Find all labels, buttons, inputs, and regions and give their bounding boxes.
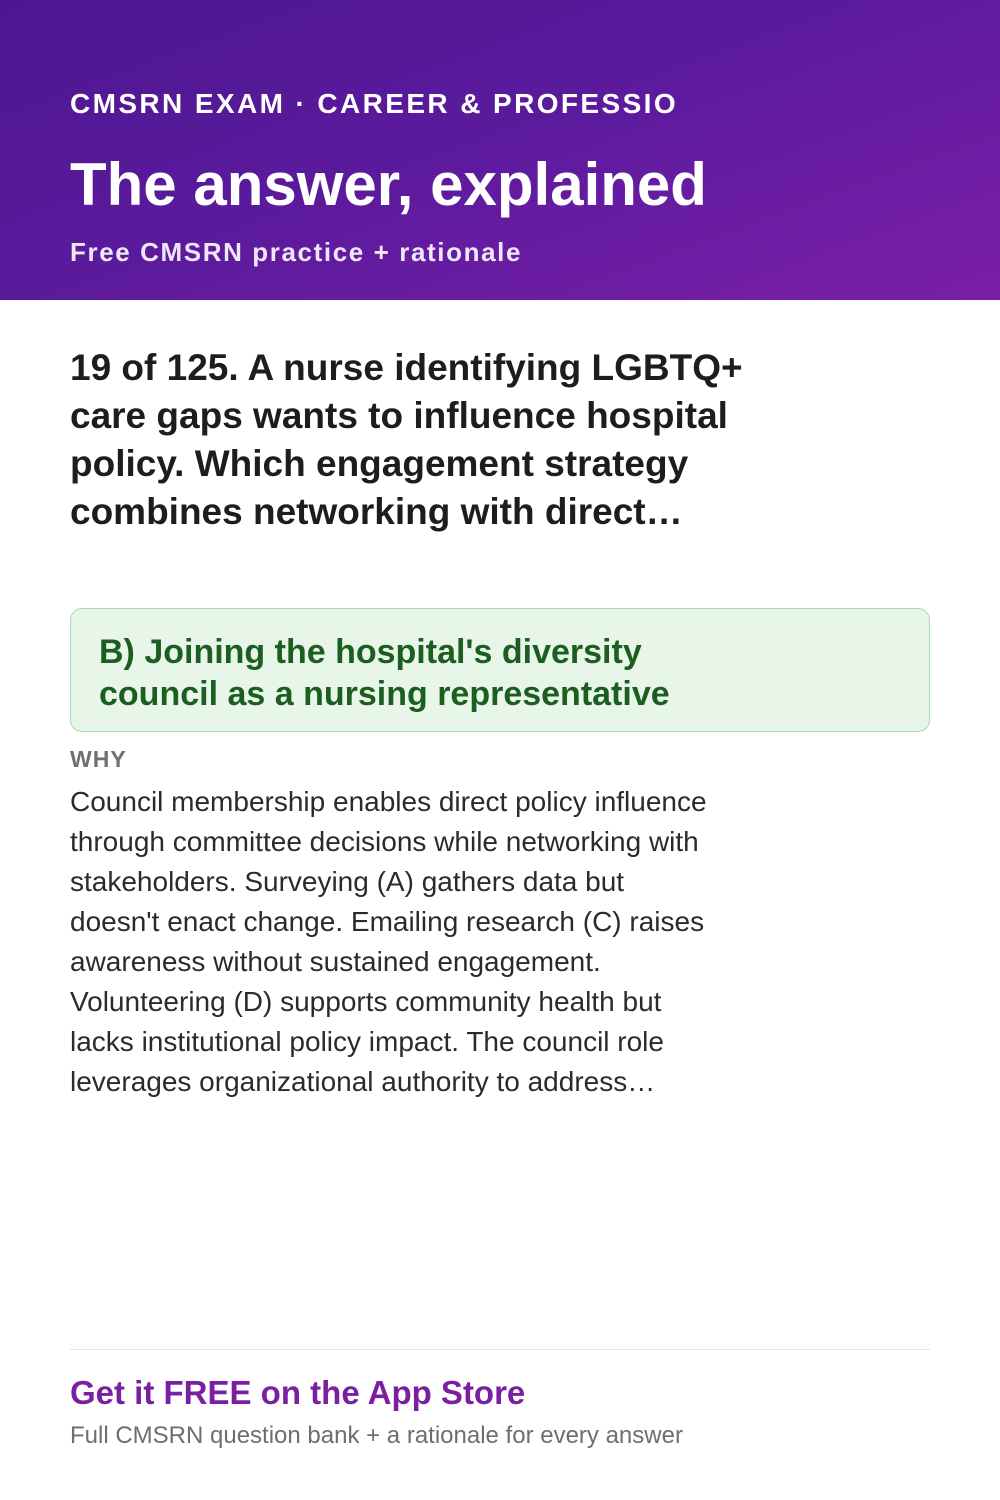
rationale-label: WHY	[70, 746, 127, 772]
app-store-description: Full CMSRN question bank + a rationale for every answer	[70, 1422, 683, 1449]
correct-answer-card	[70, 608, 930, 732]
header-banner	[0, 0, 1000, 300]
correct-answer-text: B) Joining the hospital's diversity council as a nursing representative	[99, 633, 670, 713]
exam-category-kicker: CMSRN EXAM · CAREER & PROFESSIO	[70, 88, 678, 119]
page-title: The answer, explained	[70, 151, 707, 218]
rationale-text: Council membership enables direct policy influence through committee decisions while networking with stakeholders. Surveying (A) gathers data but doesn't enact change. Emailing research (C) raises awareness without sustained engagement. Volunteering (D) supports community health but lacks institutional policy impact. The council role leverages organizational authority to address…	[70, 786, 707, 1097]
footer-divider	[70, 1349, 930, 1350]
question-text: 19 of 125. A nurse identifying LGBTQ+ care gaps wants to influence hospital policy. Which engagement strategy combines networking with direct…	[70, 347, 743, 532]
page-subtitle: Free CMSRN practice + rationale	[70, 237, 523, 267]
app-store-link[interactable]: Get it FREE on the App Store	[70, 1374, 526, 1411]
